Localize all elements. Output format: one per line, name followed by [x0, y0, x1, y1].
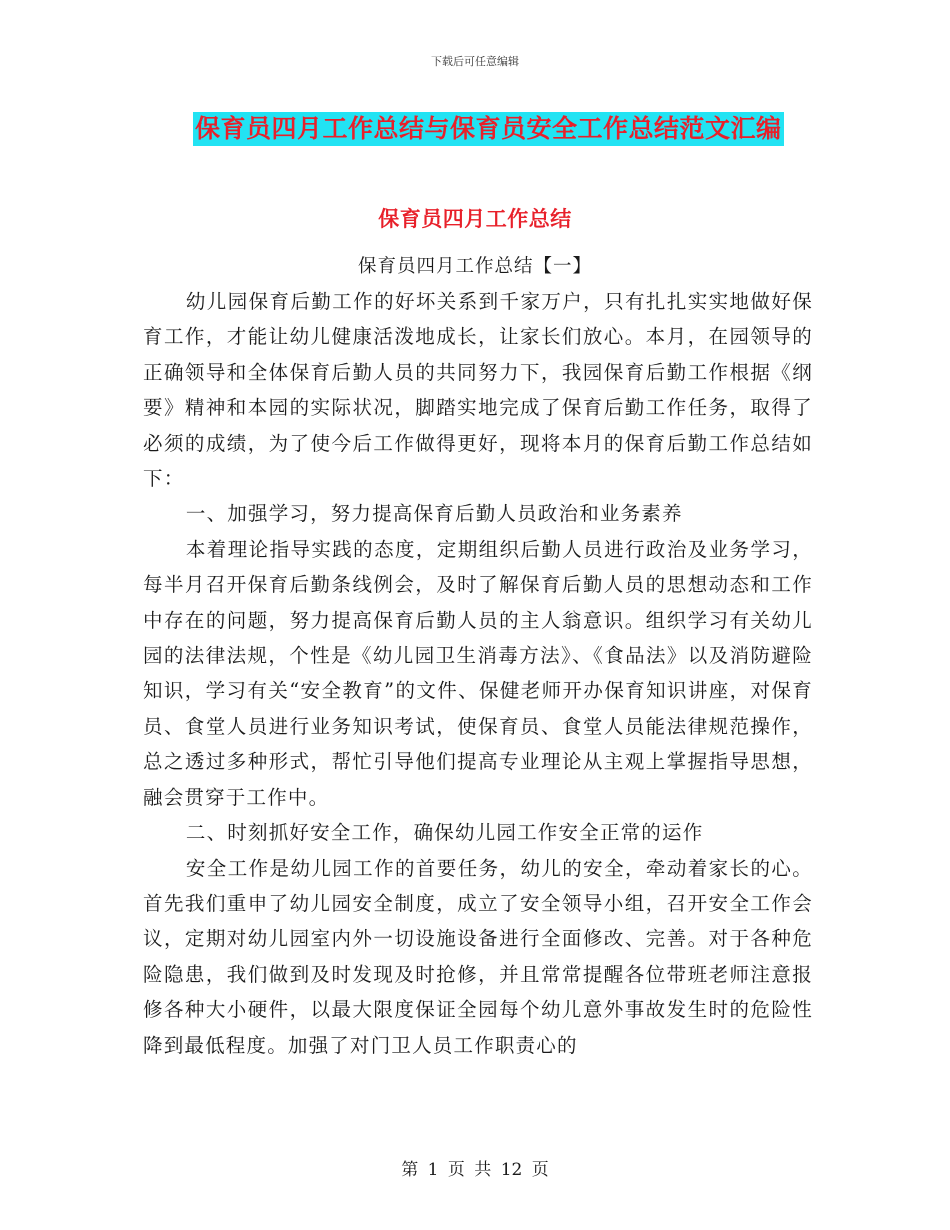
paragraph-intro: 幼儿园保育后勤工作的好坏关系到千家万户，只有扎扎实实地做好保育工作，才能让幼儿健康活泼地成长，让家长们放心。本月，在园领导的正确领导和全体保育后勤人员的共同努力下，我园保育后勤工作根据《纲要》精神和本园的实际状况，脚踏实地完成了保育后勤工作任务，取得了必须的成绩，为了使今后工作做得更好，现将本月的保育后勤工作总结如下：: [143, 290, 813, 491]
document-body: [143, 284, 813, 1063]
sub-title: 保育员四月工作总结【一】: [357, 256, 592, 277]
document-title-highlight: [193, 112, 784, 146]
page-header-note: 下载后可任意编辑: [431, 55, 519, 68]
paragraph-heading-2: 二、时刻抓好安全工作，确保幼儿园工作安全正常的运作: [185, 821, 704, 845]
paragraph-safety: 安全工作是幼儿园工作的首要任务，幼儿的安全，牵动着家长的心。首先我们重申了幼儿园安全制度，成立了安全领导小组，召开安全工作会议，定期对幼儿园室内外一切设施设备进行全面修改、完善。对于各种危险隐患，我们做到及时发现及时抢修，并且常常提醒各位带班老师注意报修各种大小硬件，以最大限度保证全园每个幼儿意外事故发生时的危险性降到最低程度。加强了对门卫人员工作职责心的: [143, 856, 813, 1057]
document-title: 保育员四月工作总结与保育员安全工作总结范文汇编: [195, 114, 782, 143]
paragraph-study: 本着理论指导实践的态度，定期组织后勤人员进行政治及业务学习，每半月召开保育后勤条线例会，及时了解保育后勤人员的思想动态和工作中存在的问题，努力提高保育后勤人员的主人翁意识。组织学习有关幼儿园的法律法规，个性是《幼儿园卫生消毒方法》、《食品法》以及消防避险知识，学习有关“安全教育”的文件、保健老师开办保育知识讲座，对保育员、食堂人员进行业务知识考试，使保育员、食堂人员能法律规范操作，总之透过多种形式，帮忙引导他们提高专业理论从主观上掌握指导思想，融会贯穿于工作中。: [143, 537, 813, 809]
section-title: 保育员四月工作总结: [378, 207, 572, 231]
paragraph-heading-1: 一、加强学习，努力提高保育后勤人员政治和业务素养: [185, 502, 683, 526]
page-footer: 第 1 页 共 12 页: [401, 1160, 549, 1180]
